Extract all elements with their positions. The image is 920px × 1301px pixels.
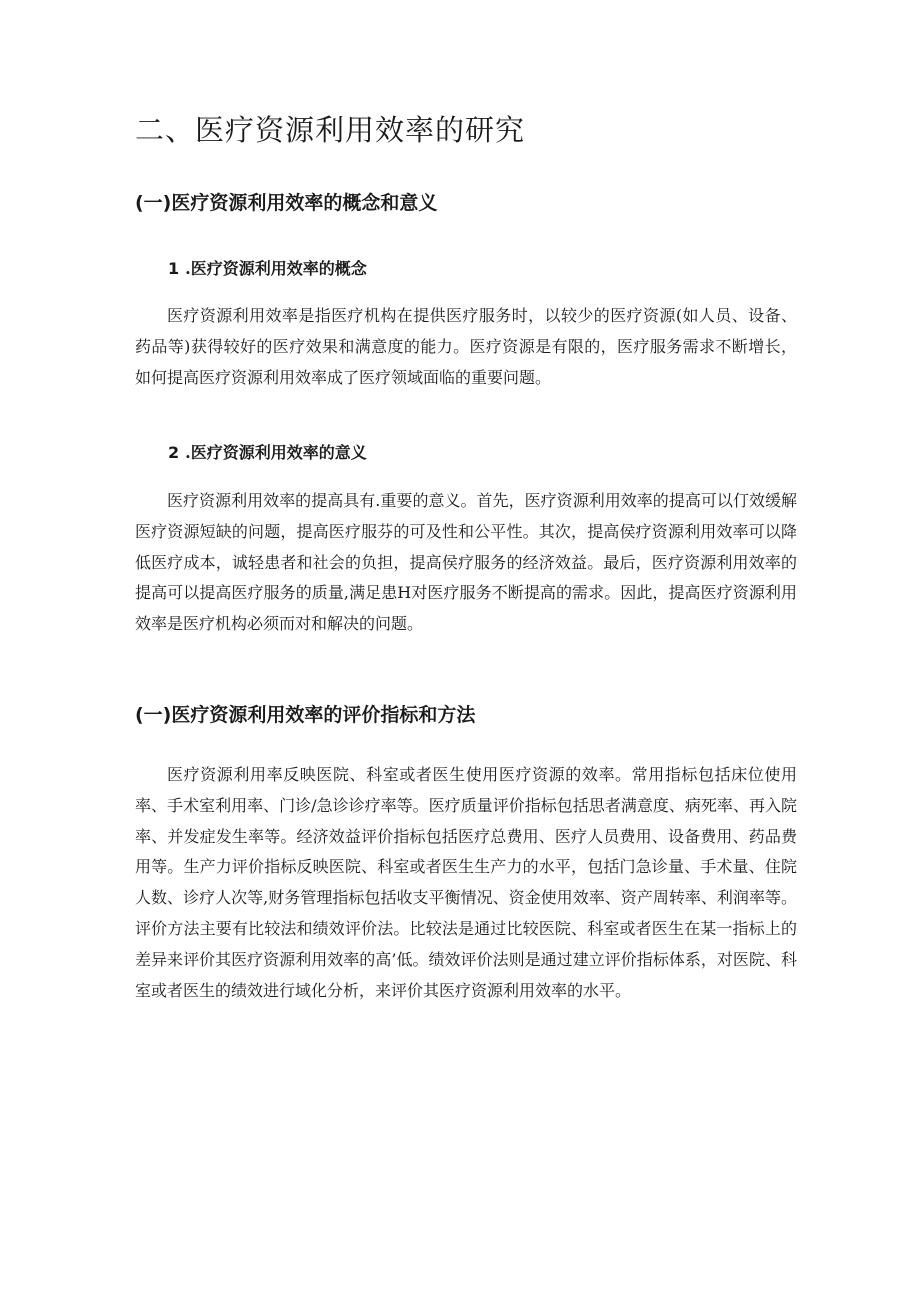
subsection-title-evaluation: (一)医疗资源利用效率的评价指标和方法 [135, 704, 476, 726]
item-title: .医疗资源利用效率的意义 [185, 443, 367, 462]
paragraph-concept: 医疗资源利用效率是指医疗机构在提供医疗服务时，以较少的医疗资源(如人员、设备、药品等)获得较好的医疗效果和满意度的能力。医疗资源是有限的，医疗服务需求不断增长，如何提高医疗资源利用效率成了医疗领域面临的重要问题。 [135, 306, 797, 387]
paragraph-significance: 医疗资源利用效率的提高具有.重要的意义。首先，医疗资源利用效率的提高可以仃效缓解医疗资源短缺的问题，提高医疗服芬的可及性和公平性。其次，提高侯疗资源利用效率可以降低医疗成本，诚轻患者和社会的负担，提高侯疗服务的经济效益。最后，医疗资源利用效率的提高可以提高医疗服务的质量,满足患H对医疗服务不断提高的需求。因此，提高医疗资源利用效率是医疗机构必须而对和解决的问题。 [135, 491, 797, 634]
item-number: 2 [168, 443, 180, 462]
item-heading-significance [168, 440, 367, 463]
item-number: 1 [168, 259, 180, 278]
item-title: .医疗资源利用效率的概念 [185, 259, 367, 278]
subsection-title-concept: (一)医疗资源利用效率的概念和意义 [135, 192, 438, 214]
section-title: 二、医疗资源利用效率的研究 [135, 113, 526, 147]
paragraph-evaluation: 医疗资源利用率反映医院、科室或者医生使用医疗资源的效率。常用指标包括床位使用率、手术室利用率、门诊/急诊诊疗率等。医疗质量评价指标包括思者满意度、病死率、再入院率、并发症发生率等。经济效益评价指标包括医疗总费用、医疗人员费用、设备费用、药品费用等。生产力评价指标反映医院、科室或者医生生产力的水平，包括门急诊量、手术量、住院人数、诊疗人次等,财务管理指标包括收支平衡情况、资金使用效率、资产周转率、利润率等。评价方法主要有比较法和绩效评价法。比较法是通过比较医院、科室或者医生在某一指标上的差异来评价其医疗资源利用效率的高’低。绩效评价法则是通过建立评价指标体系，对医院、科室或者医生的绩效进行域化分析，来评价其医疗资源利用效率的水平。 [135, 765, 797, 1000]
item-heading-concept [168, 256, 367, 279]
